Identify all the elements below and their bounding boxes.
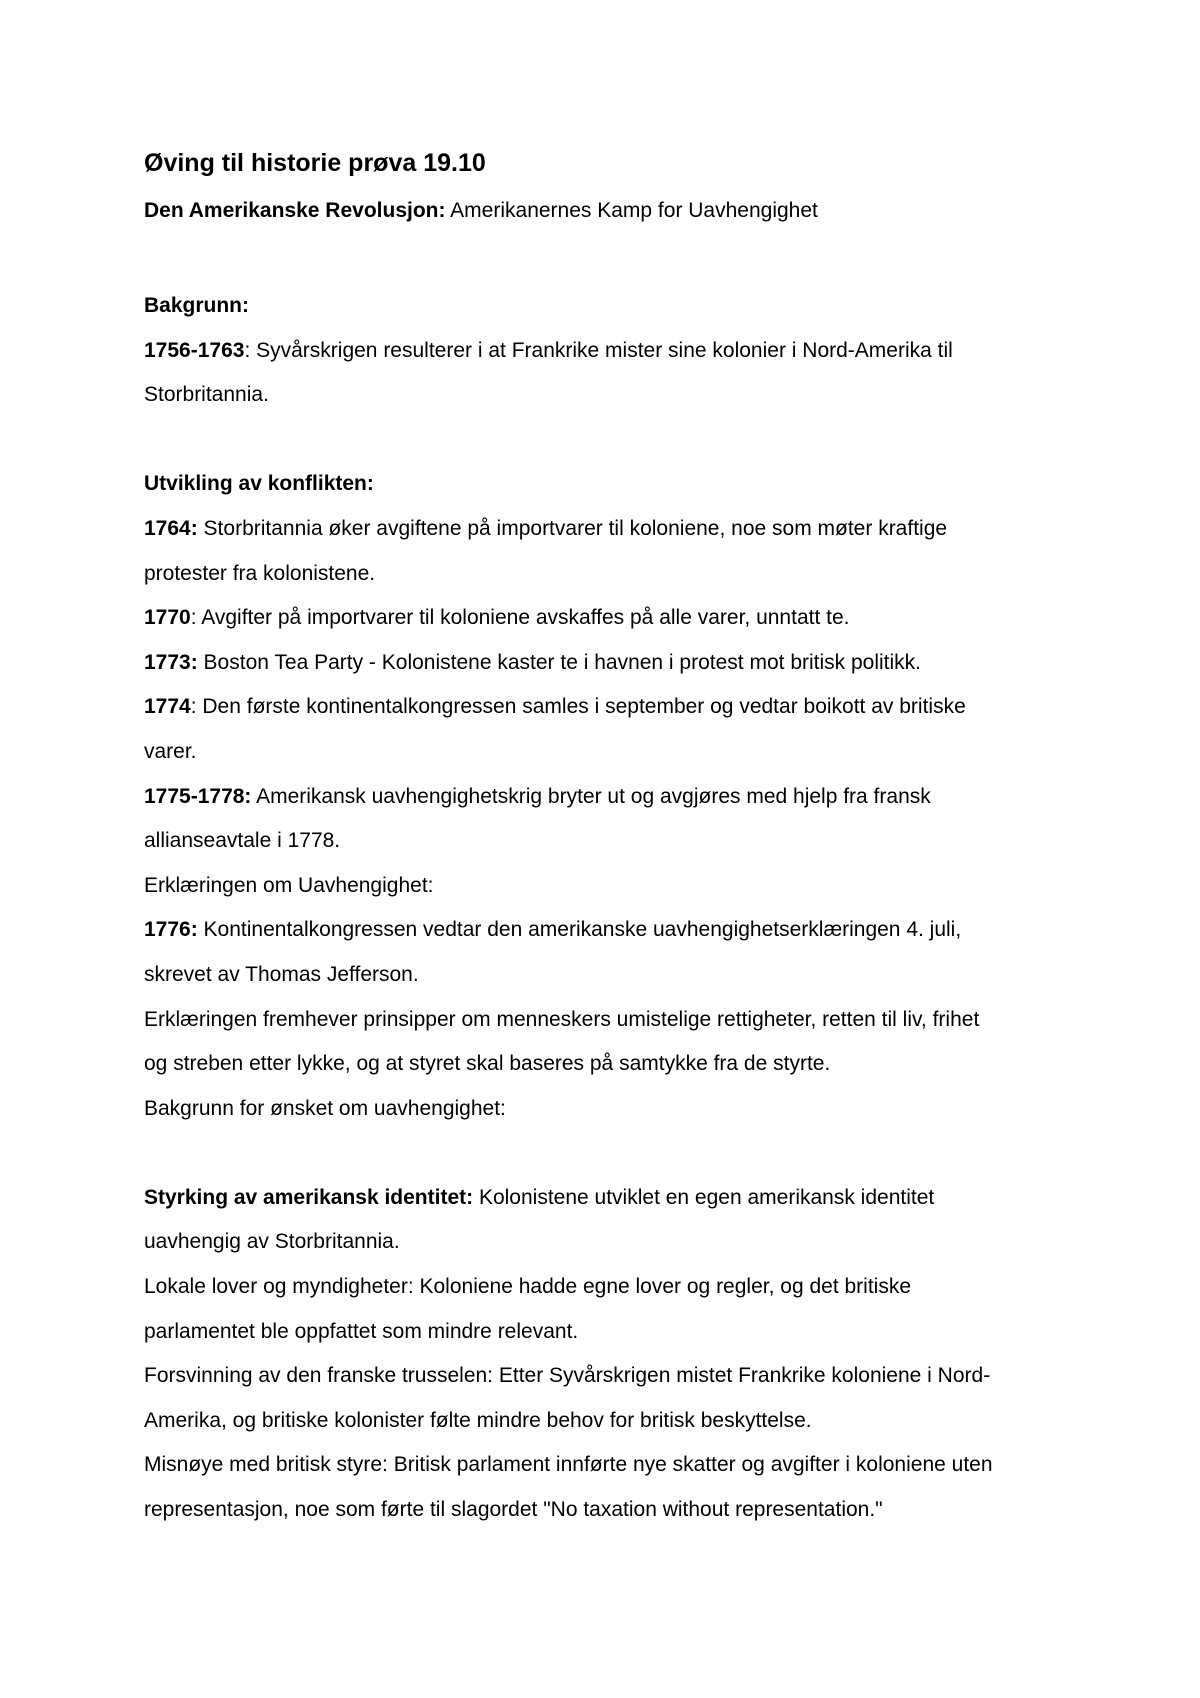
paragraph-text: Storbritannia øker avgiftene på importvarer til koloniene, noe som møter kraftige xyxy=(197,516,948,540)
paragraph-text: Lokale lover og myndigheter: Koloniene hadde egne lover og regler, og det britiske xyxy=(144,1275,912,1299)
paragraph-line xyxy=(144,908,1064,953)
paragraph-text: uavhengig av Storbritannia. xyxy=(144,1230,400,1254)
paragraph-text: Misnøye med britisk styre: Britisk parlament innførte nye skatter og avgifter i koloniene uten xyxy=(144,1453,993,1477)
paragraph-text: : Den første kontinentalkongressen samles i september og vedtar boikott av britiske xyxy=(190,695,966,719)
background-heading-text: Bakgrunn: xyxy=(144,294,249,317)
topic-label: Styrking av amerikansk identitet: xyxy=(144,1185,474,1209)
paragraph-line xyxy=(144,1443,1064,1488)
year-label: 1776: xyxy=(144,918,198,942)
paragraph-line xyxy=(144,1354,1064,1399)
section-heading-background xyxy=(144,284,1064,329)
paragraph-text: : Syvårskrigen resulterer i at Frankrike mister sine kolonier i Nord-Amerika til xyxy=(244,338,953,362)
blank-line xyxy=(144,418,1064,463)
year-label: 1774 xyxy=(144,695,191,719)
document-body xyxy=(144,284,1064,1533)
paragraph-text: og streben etter lykke, og at styret skal baseres på samtykke fra de styrte. xyxy=(144,1052,831,1076)
paragraph-line xyxy=(144,730,1064,775)
paragraph-text: Storbritannia. xyxy=(144,383,269,407)
subtitle-text: Amerikanernes Kamp for Uavhengighet xyxy=(445,199,818,222)
year-label: 1770 xyxy=(144,606,191,630)
subtitle-label: Den Amerikanske Revolusjon: xyxy=(144,199,446,222)
paragraph-line xyxy=(144,775,1064,820)
paragraph-text: parlamentet ble oppfattet som mindre relevant. xyxy=(144,1319,579,1343)
paragraph-text: Kontinentalkongressen vedtar den amerikanske uavhengighetserklæringen 4. juli, xyxy=(197,918,962,942)
paragraph-line xyxy=(144,819,1064,864)
paragraph-text: Amerikansk uavhengighetskrig bryter ut og avgjøres med hjelp fra fransk xyxy=(251,784,931,808)
paragraph-line xyxy=(144,1265,1064,1310)
paragraph-text: skrevet av Thomas Jefferson. xyxy=(144,962,419,986)
paragraph-line xyxy=(144,1042,1064,1087)
paragraph-text: varer. xyxy=(144,739,197,763)
section-heading-reasons xyxy=(144,1087,1064,1132)
paragraph-line xyxy=(144,552,1064,597)
paragraph-line xyxy=(144,373,1064,418)
paragraph-line xyxy=(144,1399,1064,1444)
paragraph-line xyxy=(144,1176,1064,1221)
year-label: 1756-1763 xyxy=(144,338,245,362)
paragraph-line xyxy=(144,596,1064,641)
subtitle xyxy=(144,198,818,224)
paragraph-line xyxy=(144,1310,1064,1355)
declaration-heading-text: Erklæringen om Uavhengighet: xyxy=(144,873,434,897)
paragraph-line xyxy=(144,507,1064,552)
paragraph-line xyxy=(144,685,1064,730)
paragraph-text: Kolonistene utviklet en egen amerikansk identitet xyxy=(473,1185,935,1209)
reasons-heading-text: Bakgrunn for ønsket om uavhengighet: xyxy=(144,1096,506,1120)
paragraph-text: Forsvinning av den franske trusselen: Etter Syvårskrigen mistet Frankrike koloniene i Nord- xyxy=(144,1364,991,1388)
paragraph-line xyxy=(144,998,1064,1043)
year-label: 1764: xyxy=(144,516,198,540)
paragraph-text: representasjon, noe som førte til slagordet "No taxation without representation." xyxy=(144,1498,883,1522)
paragraph-line xyxy=(144,1488,1064,1533)
blank-line xyxy=(144,1131,1064,1176)
section-heading-declaration xyxy=(144,864,1064,909)
conflict-heading-text: Utvikling av konflikten: xyxy=(144,472,374,496)
section-heading-conflict xyxy=(144,462,1064,507)
paragraph-line xyxy=(144,329,1064,374)
paragraph-text: allianseavtale i 1778. xyxy=(144,829,341,853)
paragraph-text: protester fra kolonistene. xyxy=(144,561,376,585)
paragraph-line xyxy=(144,641,1064,686)
year-label: 1775-1778: xyxy=(144,784,252,808)
paragraph-text: Amerika, og britiske kolonister følte mindre behov for britisk beskyttelse. xyxy=(144,1408,812,1432)
paragraph-text: Boston Tea Party - Kolonistene kaster te i havnen i protest mot britisk politikk. xyxy=(197,650,922,674)
paragraph-text: : Avgifter på importvarer til koloniene avskaffes på alle varer, unntatt te. xyxy=(190,606,850,630)
paragraph-text: Erklæringen fremhever prinsipper om menneskers umistelige rettigheter, retten til liv, frihet xyxy=(144,1007,980,1031)
year-label: 1773: xyxy=(144,650,198,674)
paragraph-line xyxy=(144,953,1064,998)
paragraph-line xyxy=(144,1220,1064,1265)
page-title: Øving til historie prøva 19.10 xyxy=(144,149,486,177)
